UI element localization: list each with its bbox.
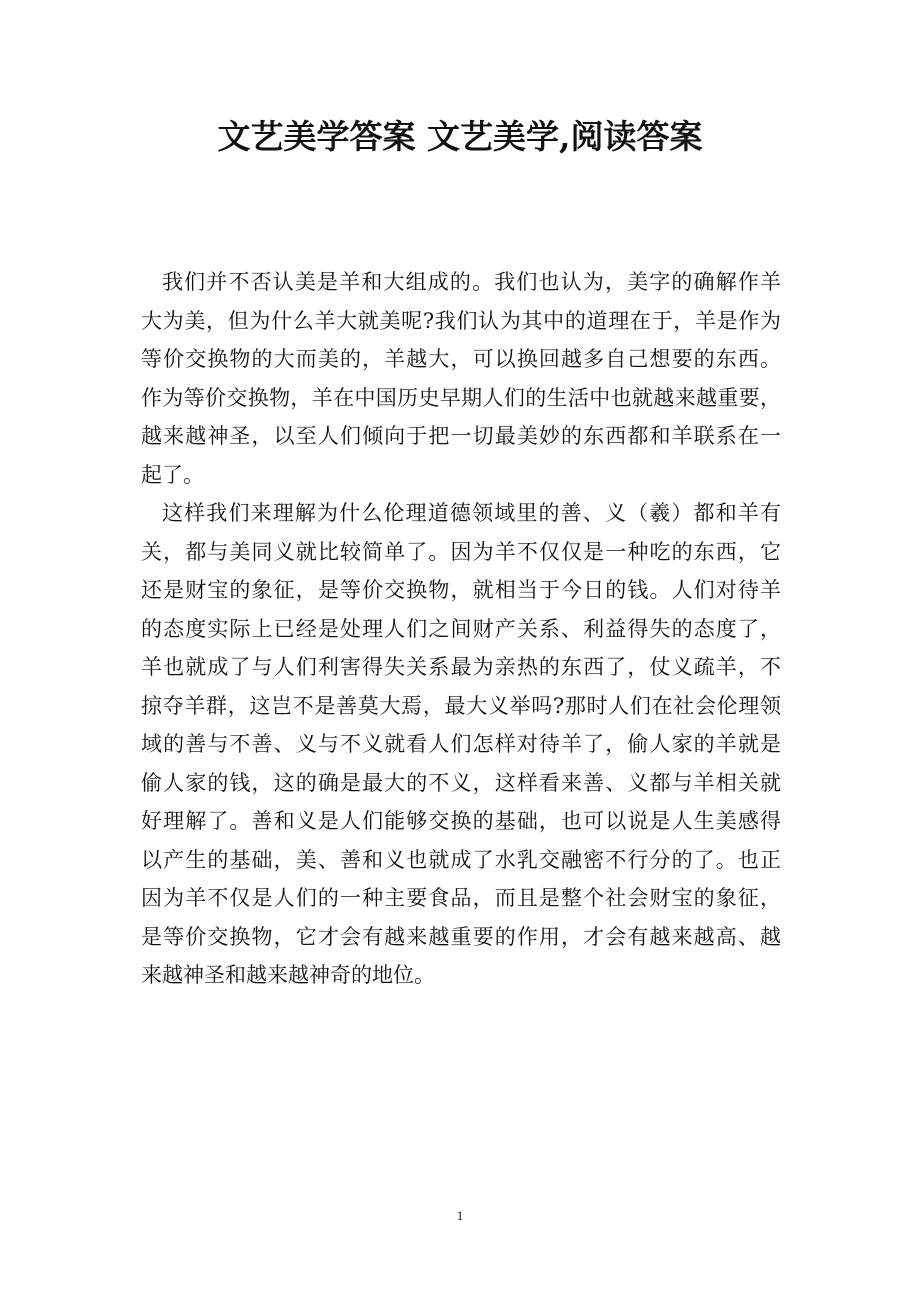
- text-line: 域的善与不善、义与不义就看人们怎样对待羊了，偷人家的羊就是: [141, 732, 781, 756]
- text-line: 是等价交换物，它才会有越来越重要的作用，才会有越来越高、越: [141, 924, 781, 949]
- text-line: 的态度实际上已经是处理人们之间财产关系、利益得失的态度了，: [141, 616, 781, 641]
- text-line: 因为羊不仅是人们的一种主要食品，而且是整个社会财宝的象征，: [141, 886, 781, 910]
- text-line: 作为等价交换物，羊在中国历史早期人们的生活中也就越来越重要，: [141, 385, 781, 410]
- text-line: 这样我们来理解为什么伦理道德领域里的善、义（羲）都和羊有: [162, 501, 781, 525]
- paragraph-1: [141, 263, 781, 494]
- text-line: 羊也就成了与人们利害得失关系最为亲热的东西了，仗义疏羊，不: [141, 655, 781, 679]
- text-line: 关，都与美同义就比较简单了。因为羊不仅仅是一种吃的东西，它: [141, 539, 781, 564]
- paragraph-2: [141, 494, 781, 995]
- text-line: 还是财宝的象征，是等价交换物，就相当于今日的钱。人们对待羊: [141, 578, 781, 602]
- document-title: 文艺美学答案 文艺美学,阅读答案: [217, 117, 703, 156]
- text-line: 以产生的基础，美、善和义也就成了水乳交融密不行分的了。也正: [141, 847, 781, 872]
- text-line: 越来越神圣，以至人们倾向于把一切最美妙的东西都和羊联系在一: [141, 424, 781, 448]
- document-body: [141, 263, 781, 995]
- text-line: 好理解了。善和义是人们能够交换的基础，也可以说是人生美感得: [141, 809, 781, 833]
- text-line: 偷人家的钱，这的确是最大的不义，这样看来善、义都与羊相关就: [141, 770, 781, 795]
- text-line: 等价交换物的大而美的，羊越大，可以换回越多自己想要的东西。: [141, 347, 781, 371]
- text-line: 大为美，但为什么羊大就美呢?我们认为其中的道理在于，羊是作为: [141, 308, 781, 333]
- text-line: 起了。: [141, 462, 204, 487]
- page-number: 1: [456, 1208, 464, 1223]
- text-line: 来越神圣和越来越神奇的地位。: [141, 963, 435, 987]
- text-line: 掠夺羊群，这岂不是善莫大焉，最大义举吗?那时人们在社会伦理领: [141, 693, 781, 718]
- text-line: 我们并不否认美是羊和大组成的。我们也认为，美字的确解作羊: [162, 270, 781, 294]
